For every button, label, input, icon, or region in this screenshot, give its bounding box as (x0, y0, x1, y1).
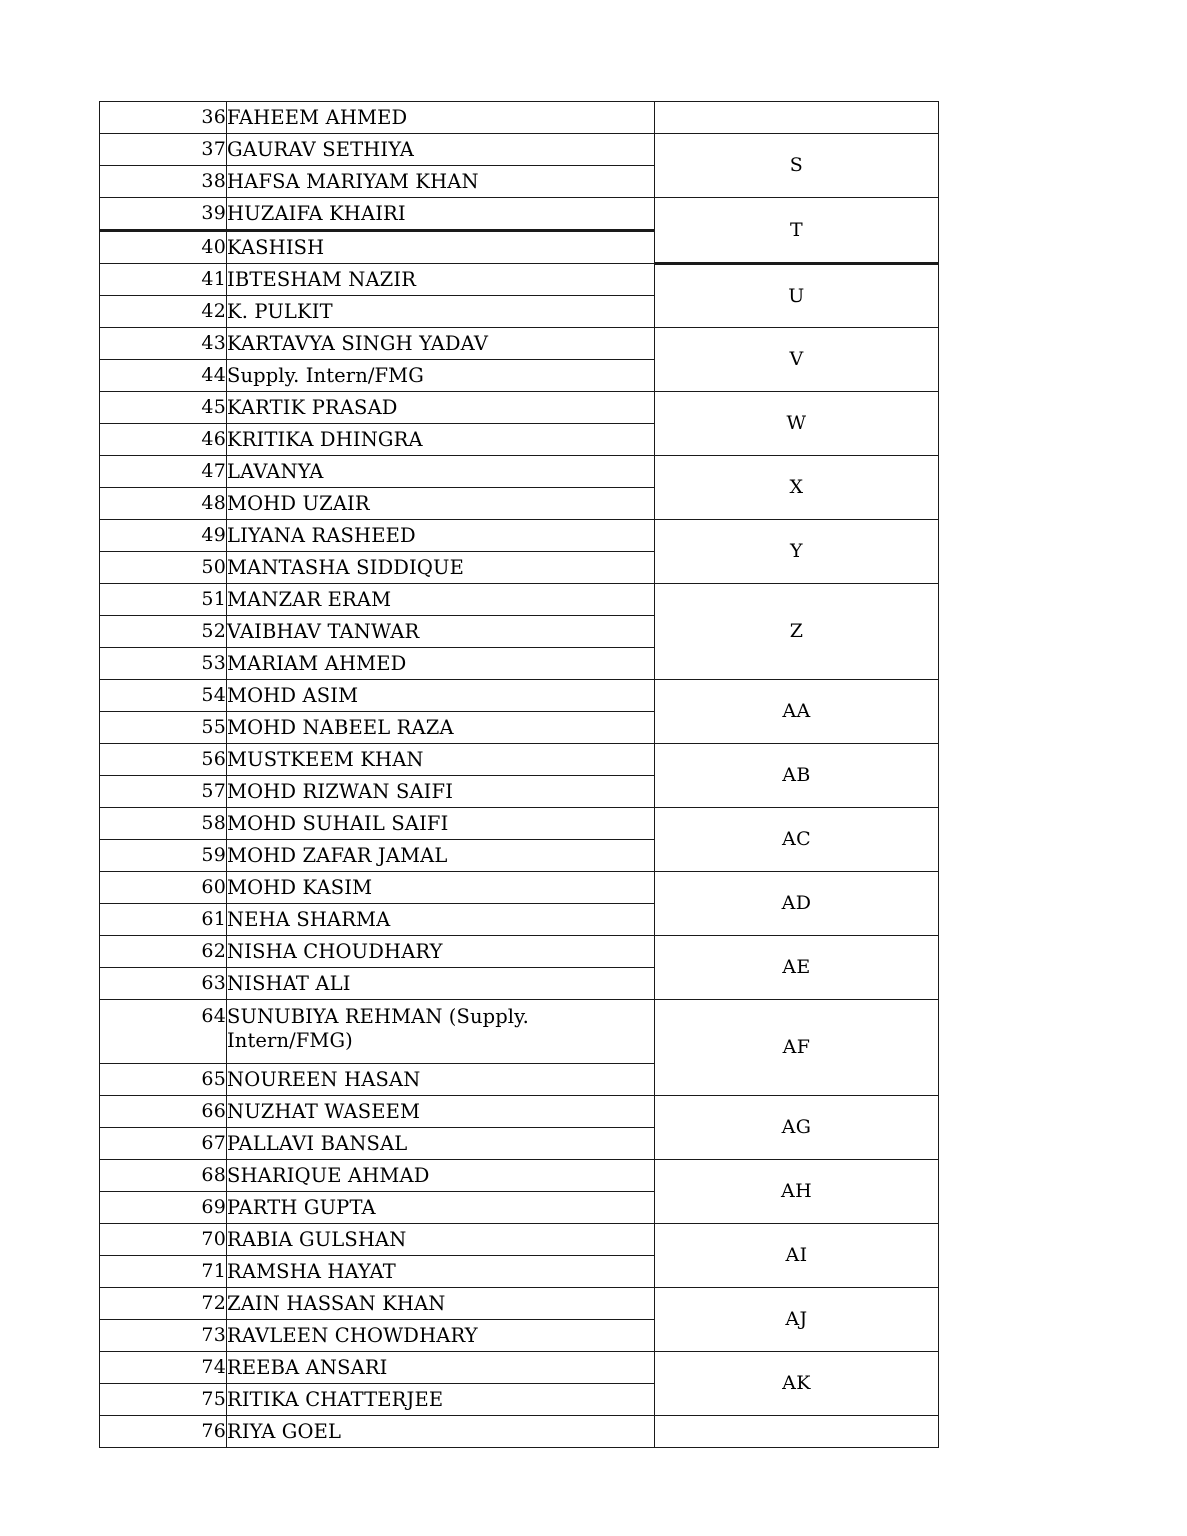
serial-number-cell: 42 (100, 296, 227, 328)
group-code-cell: S (655, 134, 939, 198)
roster-table (99, 101, 939, 1448)
serial-number-cell: 50 (100, 552, 227, 584)
name-cell: K. PULKIT (227, 296, 655, 328)
name-cell: MOHD UZAIR (227, 488, 655, 520)
serial-number-cell: 52 (100, 616, 227, 648)
name-cell: KARTAVYA SINGH YADAV (227, 328, 655, 360)
serial-number-cell: 76 (100, 1416, 227, 1448)
group-code-cell-empty (655, 1416, 939, 1448)
serial-number-cell: 46 (100, 424, 227, 456)
serial-number-cell: 36 (100, 102, 227, 134)
table-row (100, 198, 939, 231)
serial-number-cell: 62 (100, 936, 227, 968)
table-row (100, 328, 939, 360)
serial-number-cell: 57 (100, 776, 227, 808)
group-code-cell: X (655, 456, 939, 520)
serial-number-cell: 40 (100, 231, 227, 264)
group-code-cell: AK (655, 1352, 939, 1416)
table-row (100, 808, 939, 840)
table-row (100, 1416, 939, 1448)
serial-number-cell: 75 (100, 1384, 227, 1416)
name-cell: RAMSHA HAYAT (227, 1256, 655, 1288)
name-cell: MOHD RIZWAN SAIFI (227, 776, 655, 808)
table-row (100, 456, 939, 488)
table-row (100, 936, 939, 968)
serial-number-cell: 69 (100, 1192, 227, 1224)
table-row (100, 264, 939, 296)
name-cell: KRITIKA DHINGRA (227, 424, 655, 456)
group-code-cell: W (655, 392, 939, 456)
name-cell: RITIKA CHATTERJEE (227, 1384, 655, 1416)
serial-number-cell: 38 (100, 166, 227, 198)
serial-number-cell: 53 (100, 648, 227, 680)
name-cell: SUNUBIYA REHMAN (Supply. Intern/FMG) (227, 1000, 655, 1064)
serial-number-cell: 59 (100, 840, 227, 872)
serial-number-cell: 65 (100, 1064, 227, 1096)
serial-number-cell: 54 (100, 680, 227, 712)
serial-number-cell: 44 (100, 360, 227, 392)
name-cell: SHARIQUE AHMAD (227, 1160, 655, 1192)
serial-number-cell: 43 (100, 328, 227, 360)
serial-number-cell: 55 (100, 712, 227, 744)
serial-number-cell: 48 (100, 488, 227, 520)
group-code-cell: V (655, 328, 939, 392)
name-cell: VAIBHAV TANWAR (227, 616, 655, 648)
table-row (100, 1160, 939, 1192)
name-cell: KASHISH (227, 231, 655, 264)
table-row (100, 1224, 939, 1256)
serial-number-cell: 56 (100, 744, 227, 776)
group-code-cell: T (655, 198, 939, 264)
name-cell: Supply. Intern/FMG (227, 360, 655, 392)
group-code-cell: U (655, 264, 939, 328)
serial-number-cell: 73 (100, 1320, 227, 1352)
serial-number-cell: 61 (100, 904, 227, 936)
serial-number-cell: 47 (100, 456, 227, 488)
name-cell: ZAIN HASSAN KHAN (227, 1288, 655, 1320)
name-cell: PARTH GUPTA (227, 1192, 655, 1224)
group-code-cell: Y (655, 520, 939, 584)
table-row (100, 1352, 939, 1384)
name-cell: HAFSA MARIYAM KHAN (227, 166, 655, 198)
table-row (100, 102, 939, 134)
group-code-cell: AH (655, 1160, 939, 1224)
group-code-cell: AE (655, 936, 939, 1000)
serial-number-cell: 70 (100, 1224, 227, 1256)
serial-number-cell: 60 (100, 872, 227, 904)
name-cell: LAVANYA (227, 456, 655, 488)
name-cell: MUSTKEEM KHAN (227, 744, 655, 776)
table-row (100, 1288, 939, 1320)
name-cell: MOHD NABEEL RAZA (227, 712, 655, 744)
name-cell: NUZHAT WASEEM (227, 1096, 655, 1128)
name-cell: HUZAIFA KHAIRI (227, 198, 655, 231)
serial-number-cell: 72 (100, 1288, 227, 1320)
group-code-cell: AB (655, 744, 939, 808)
group-code-cell: Z (655, 584, 939, 680)
name-cell: MARIAM AHMED (227, 648, 655, 680)
table-row (100, 680, 939, 712)
serial-number-cell: 49 (100, 520, 227, 552)
name-cell: RABIA GULSHAN (227, 1224, 655, 1256)
name-cell: NOUREEN HASAN (227, 1064, 655, 1096)
table-row (100, 584, 939, 616)
group-code-cell: AC (655, 808, 939, 872)
name-cell: NISHAT ALI (227, 968, 655, 1000)
serial-number-cell: 45 (100, 392, 227, 424)
name-cell: NISHA CHOUDHARY (227, 936, 655, 968)
name-cell: IBTESHAM NAZIR (227, 264, 655, 296)
group-code-cell: AI (655, 1224, 939, 1288)
group-code-cell: AD (655, 872, 939, 936)
serial-number-cell: 51 (100, 584, 227, 616)
serial-number-cell: 63 (100, 968, 227, 1000)
name-cell: FAHEEM AHMED (227, 102, 655, 134)
serial-number-cell: 71 (100, 1256, 227, 1288)
name-cell: RIYA GOEL (227, 1416, 655, 1448)
roster-table-body (100, 102, 939, 1448)
group-code-cell: AA (655, 680, 939, 744)
table-row (100, 520, 939, 552)
table-row (100, 392, 939, 424)
name-cell: KARTIK PRASAD (227, 392, 655, 424)
name-cell: RAVLEEN CHOWDHARY (227, 1320, 655, 1352)
table-row (100, 1096, 939, 1128)
name-cell: PALLAVI BANSAL (227, 1128, 655, 1160)
roster-table-wrapper (99, 101, 938, 1448)
serial-number-cell: 64 (100, 1000, 227, 1064)
serial-number-cell: 39 (100, 198, 227, 231)
name-cell: GAURAV SETHIYA (227, 134, 655, 166)
serial-number-cell: 74 (100, 1352, 227, 1384)
serial-number-cell: 41 (100, 264, 227, 296)
name-cell: REEBA ANSARI (227, 1352, 655, 1384)
serial-number-cell: 66 (100, 1096, 227, 1128)
serial-number-cell: 68 (100, 1160, 227, 1192)
name-cell: MANTASHA SIDDIQUE (227, 552, 655, 584)
serial-number-cell: 67 (100, 1128, 227, 1160)
group-code-cell: AJ (655, 1288, 939, 1352)
name-cell: MOHD ZAFAR JAMAL (227, 840, 655, 872)
name-cell: MOHD SUHAIL SAIFI (227, 808, 655, 840)
serial-number-cell: 58 (100, 808, 227, 840)
table-row (100, 134, 939, 166)
group-code-cell: AG (655, 1096, 939, 1160)
name-cell: MANZAR ERAM (227, 584, 655, 616)
serial-number-cell: 37 (100, 134, 227, 166)
name-cell: LIYANA RASHEED (227, 520, 655, 552)
table-row (100, 744, 939, 776)
name-cell: MOHD KASIM (227, 872, 655, 904)
table-row (100, 872, 939, 904)
name-cell: NEHA SHARMA (227, 904, 655, 936)
name-cell: MOHD ASIM (227, 680, 655, 712)
table-row (100, 1000, 939, 1064)
group-code-cell-empty (655, 102, 939, 134)
group-code-cell: AF (655, 1000, 939, 1096)
